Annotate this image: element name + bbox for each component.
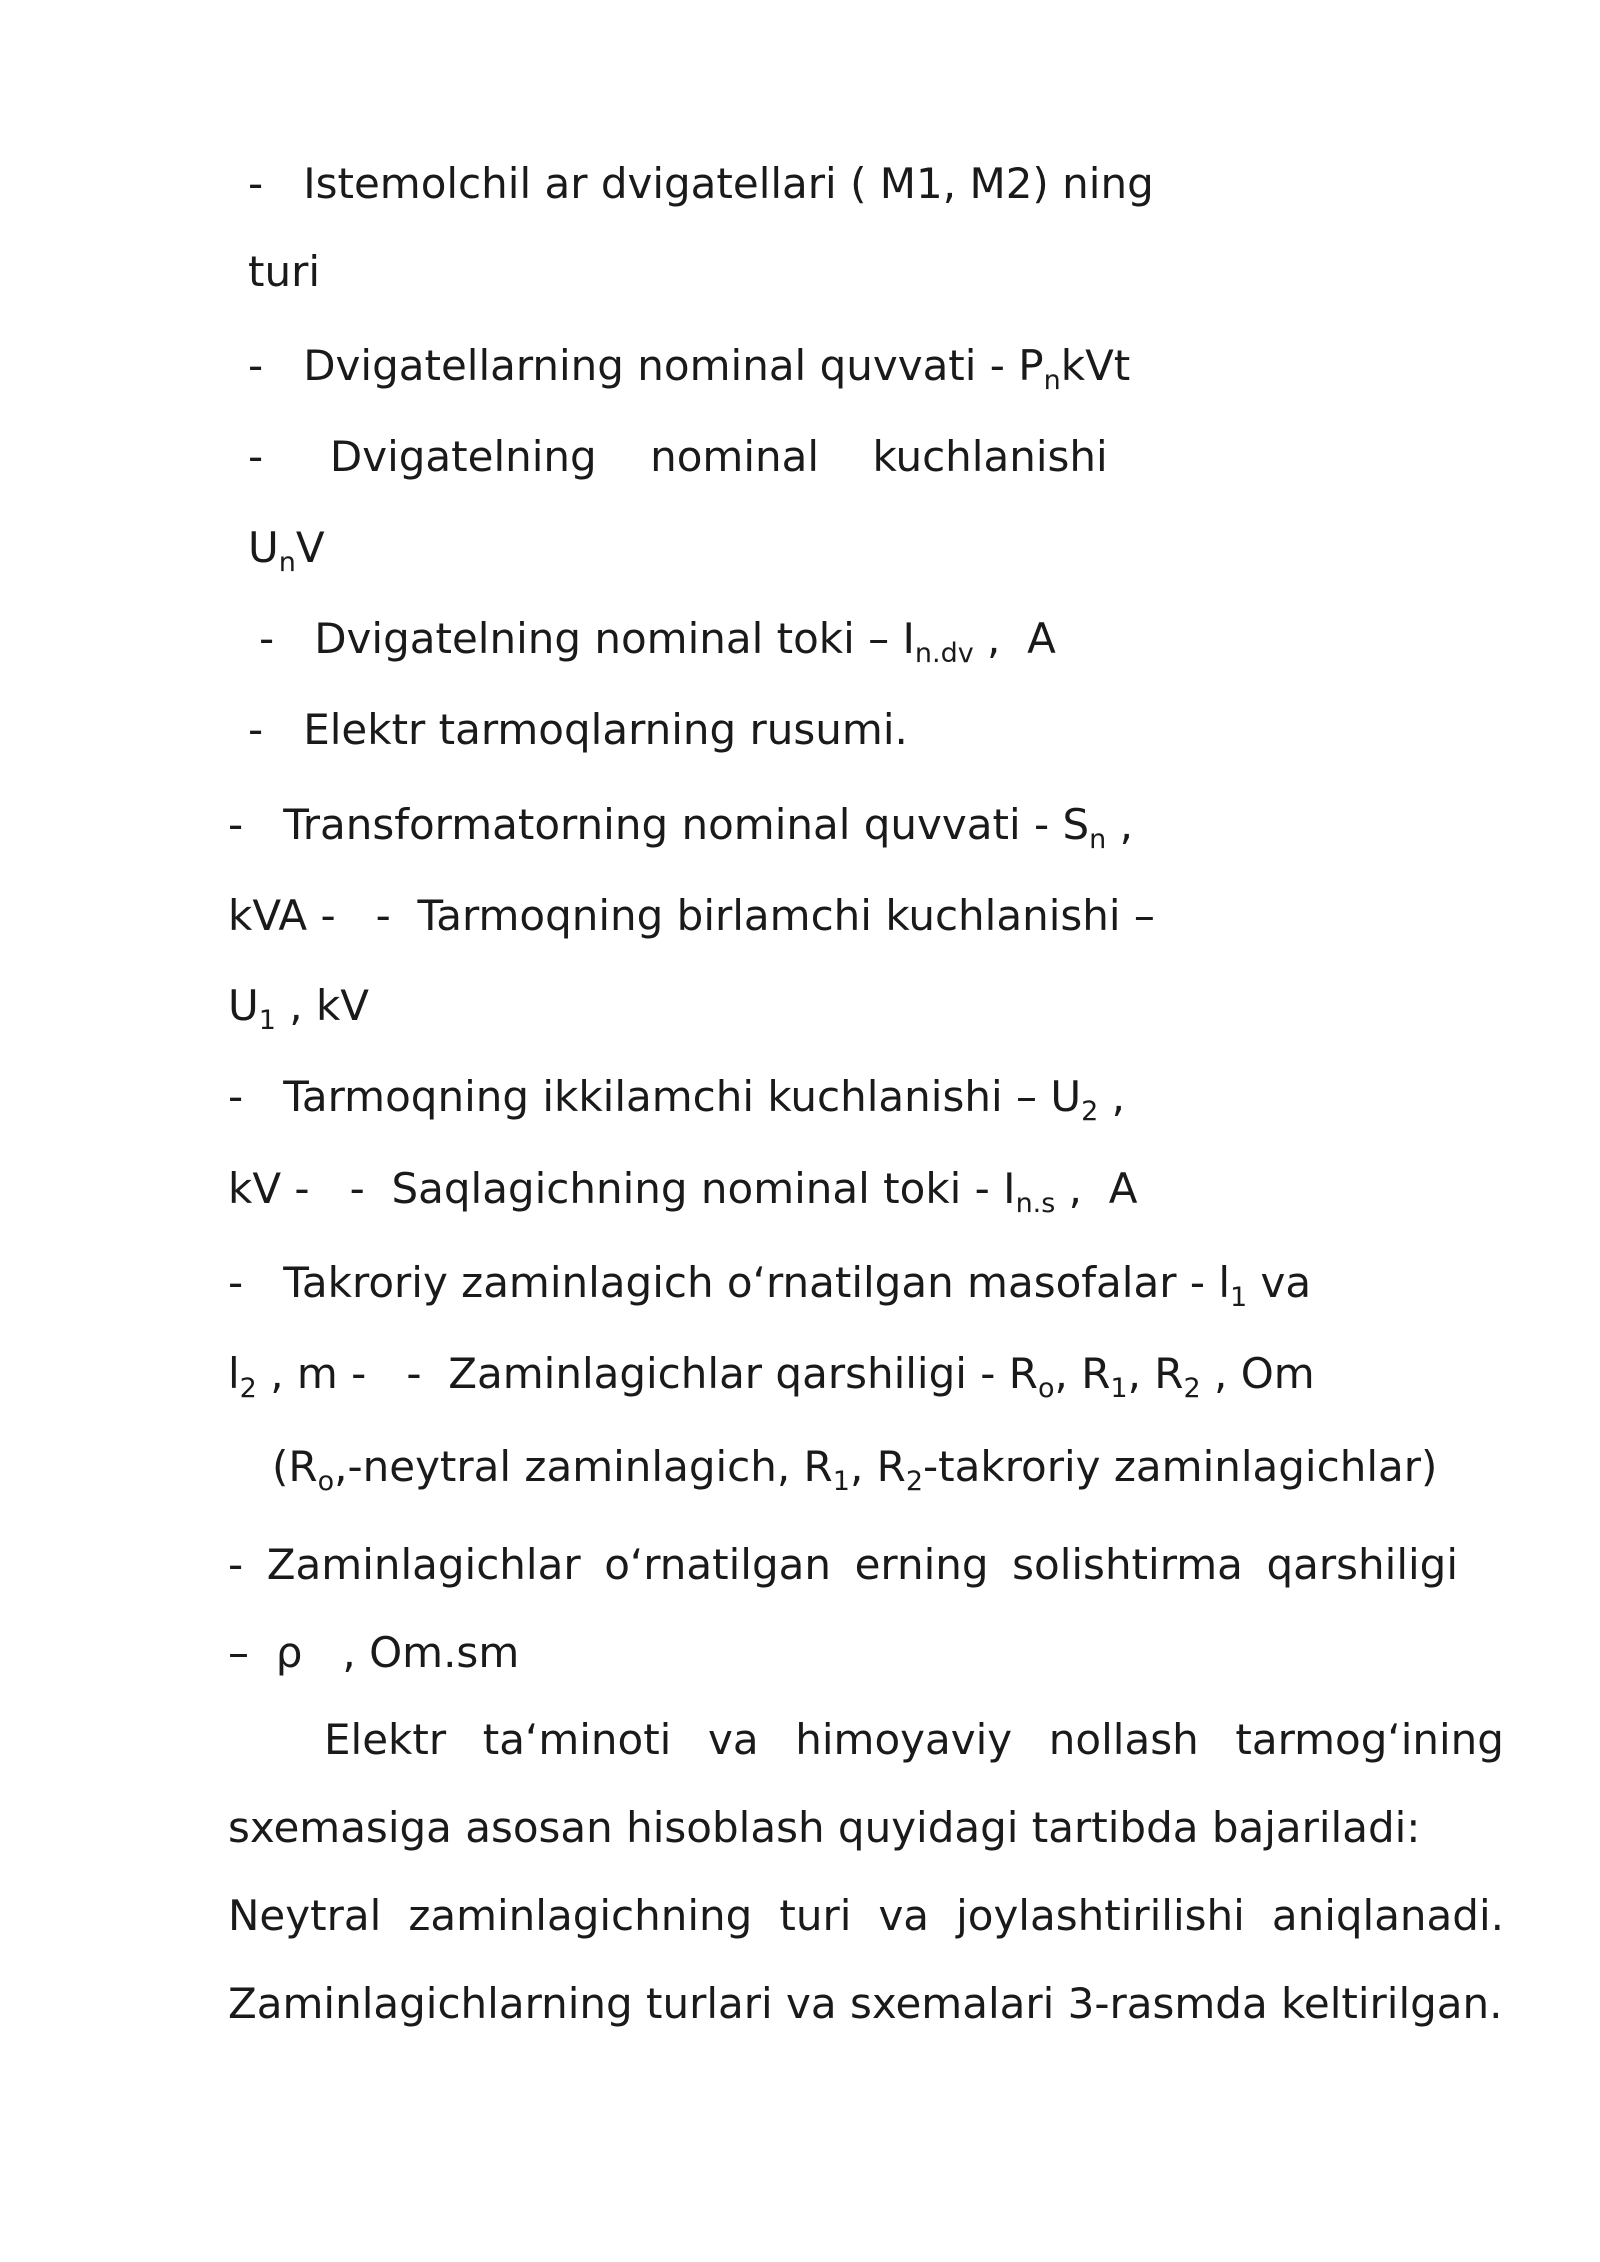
list-item-continuation: $U_1$ , kV: [228, 981, 370, 1036]
list-item-primary-voltage: kVA - - Tarmoqning birlamchi kuchlanishi –: [228, 891, 1155, 940]
list-item-fuse-current: kV - - Saqlagichning nominal toki - $I_{n.s}$ , A: [228, 1164, 1138, 1219]
list-item-continuation: $U_nV$: [248, 523, 325, 578]
list-item-network-type: - Elektr tarmoqlarning rusumi.: [248, 705, 908, 754]
list-item-consumer-motors: - Istemolchil ar dvigatellari ( M1, M2) ning: [248, 159, 1154, 208]
list-item-grounding-resistance: $l_2$ , m - - Zaminlagichlar qarshiligi - $R_o$, $R_1$, $R_2$ , Om: [228, 1349, 1315, 1404]
list-item-continuation: turi: [248, 247, 321, 296]
paragraph-line: sxemasiga asosan hisoblash quyidagi tartibda bajariladi:: [228, 1803, 1421, 1852]
list-item-nominal-power: - Dvigatellarning nominal quvvati - $P_nkVt$: [248, 341, 1131, 396]
paragraph-line: Neytral zaminlagichning turi va joylashtirilishi aniqlanadi.: [228, 1891, 1504, 1940]
list-item-transformer-power: - Transformatorning nominal quvvati - $S_n$ ,: [228, 800, 1133, 855]
paragraph-line: Zaminlagichlarning turlari va sxemalari 3-rasmda keltirilgan.: [228, 1979, 1503, 2028]
list-item-grounding-distances: - Takroriy zaminlagich o‘rnatilgan masofalar - $l_1$ va: [228, 1258, 1312, 1313]
list-item-continuation: – ρ , Om.sm: [228, 1628, 520, 1677]
list-item-resistance-note: ($R_o$,-neytral zaminlagich, $R_1$, $R_2$-takroriy zaminlagichlar): [272, 1442, 1438, 1497]
list-item-nominal-current: - Dvigatelning nominal toki – $I_{n.dv}$ , A: [259, 614, 1056, 669]
paragraph-line: Elektr ta‘minoti va himoyaviy nollash tarmog‘ining: [324, 1715, 1504, 1764]
list-item-nominal-voltage: - Dvigatelning nominal kuchlanishi: [248, 432, 1108, 481]
list-item-secondary-voltage: - Tarmoqning ikkilamchi kuchlanishi – $U_2$ ,: [228, 1072, 1125, 1127]
list-item-soil-resistivity: - Zaminlagichlar o‘rnatilgan erning solishtirma qarshiligi: [228, 1540, 1458, 1589]
